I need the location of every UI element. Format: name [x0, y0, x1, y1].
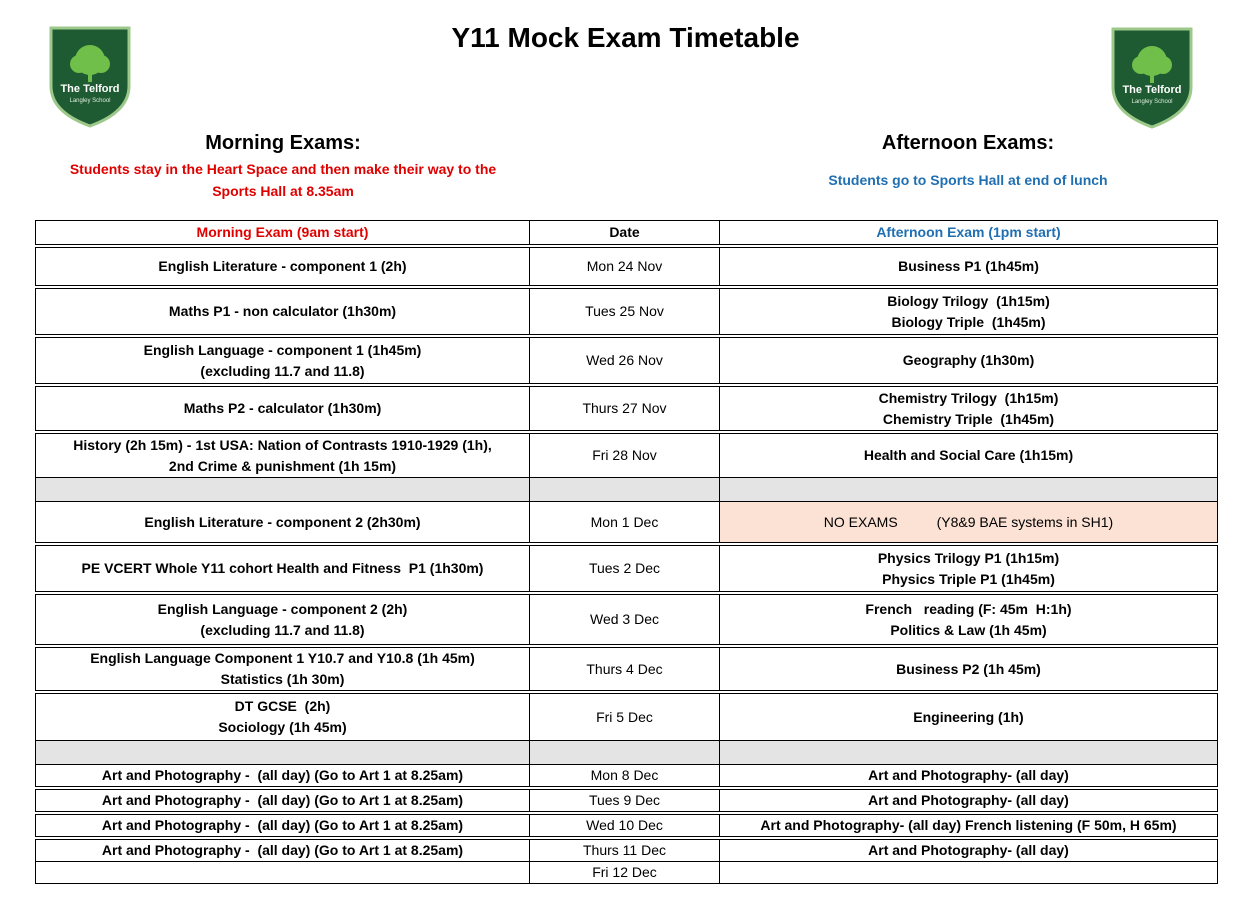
date-cell: Tues 2 Dec [530, 546, 720, 592]
morning-exam-cell-line: English Literature - component 2 (2h30m) [144, 513, 421, 530]
table-row [36, 387, 1218, 431]
table-row [36, 862, 1218, 884]
logo-line1: The Telford [1122, 84, 1182, 96]
afternoon-exam-cell-line: Biology Triple (1h45m) [891, 313, 1046, 330]
morning-exam-cell-line: 2nd Crime & punishment (1h 15m) [168, 457, 397, 474]
morning-exam-cell [36, 502, 530, 543]
separator-cell [720, 478, 1218, 502]
date-cell: Thurs 27 Nov [530, 387, 720, 431]
table-row [36, 546, 1218, 592]
date-cell: Mon 1 Dec [530, 502, 720, 543]
afternoon-exam-cell [720, 862, 1218, 884]
morning-exam-cell [36, 840, 530, 862]
morning-exam-cell-line: Sociology (1h 45m) [218, 719, 347, 735]
date-cell: Fri 12 Dec [530, 862, 720, 884]
date-cell: Wed 3 Dec [530, 595, 720, 645]
morning-exam-cell [36, 595, 530, 645]
morning-exam-cell [36, 648, 530, 691]
table-row [36, 502, 1218, 543]
morning-exam-cell [36, 387, 530, 431]
afternoon-exam-cell [720, 546, 1218, 592]
afternoon-exam-cell [720, 694, 1218, 741]
afternoon-exam-cell [720, 648, 1218, 691]
table-row [36, 595, 1218, 645]
morning-exam-cell-line: DT GCSE (2h) [234, 698, 331, 714]
date-cell: Fri 28 Nov [530, 434, 720, 478]
afternoon-exam-cell-line: Art and Photography- (all day) [868, 767, 1069, 783]
morning-exam-cell [36, 248, 530, 286]
morning-exam-cell-line: Art and Photography - (all day) (Go to Art 1 at 8.25am) [101, 792, 464, 808]
separator-cell [530, 478, 720, 502]
date-cell: Tues 9 Dec [530, 790, 720, 812]
week-separator-row [36, 478, 1218, 502]
afternoon-exam-cell [720, 338, 1218, 384]
afternoon-exam-cell-line: Physics Triple P1 (1h45m) [882, 570, 1055, 587]
morning-exam-cell [36, 289, 530, 335]
date-cell: Fri 5 Dec [530, 694, 720, 741]
morning-exam-cell [36, 546, 530, 592]
afternoon-exam-cell-line: Art and Photography- (all day) French listening (F 50m, H 65m) [760, 817, 1177, 833]
afternoon-note: Students go to Sports Hall at end of lunch [828, 172, 1108, 188]
morning-exam-cell [36, 815, 530, 837]
afternoon-exam-cell [720, 387, 1218, 431]
morning-exam-cell-line: (excluding 11.7 and 11.8) [200, 362, 365, 379]
afternoon-exam-cell-line: French reading (F: 45m H:1h) [865, 600, 1072, 617]
afternoon-exam-cell [720, 595, 1218, 645]
afternoon-exam-cell-line: Health and Social Care (1h15m) [863, 447, 1074, 463]
morning-exam-cell-line: (excluding 11.7 and 11.8) [200, 621, 365, 638]
separator-cell [720, 741, 1218, 765]
date-cell: Thurs 11 Dec [530, 840, 720, 862]
afternoon-exam-cell-line: Art and Photography- (all day) [868, 792, 1069, 808]
morning-note-line1: Students stay in the Heart Space and then make their way to the [69, 161, 497, 177]
morning-exam-cell [36, 790, 530, 812]
afternoon-exam-cell [720, 765, 1218, 787]
afternoon-exam-cell-line: Geography (1h30m) [902, 352, 1035, 368]
morning-exam-cell-line: Art and Photography - (all day) (Go to Art 1 at 8.25am) [101, 817, 464, 833]
morning-exam-cell-line: Art and Photography - (all day) (Go to Art 1 at 8.25am) [101, 767, 464, 783]
afternoon-exam-cell-line: Engineering (1h) [913, 708, 1024, 725]
afternoon-exam-cell [720, 248, 1218, 286]
morning-heading: Morning Exams: [205, 132, 361, 154]
date-cell: Wed 26 Nov [530, 338, 720, 384]
afternoon-exam-cell [720, 434, 1218, 478]
morning-exam-cell-line: History (2h 15m) - 1st USA: Nation of Contrasts 1910-1929 (1h), [73, 436, 492, 453]
logo-line2: Langley School [69, 98, 111, 104]
afternoon-exam-cell [720, 815, 1218, 837]
week-separator-row [36, 741, 1218, 765]
morning-exam-cell-line: English Literature - component 1 (2h) [158, 258, 407, 274]
date-cell: Mon 24 Nov [530, 248, 720, 286]
morning-exam-cell-line: English Language Component 1 Y10.7 and Y10.8 (1h 45m) [90, 650, 475, 666]
date-cell: Tues 25 Nov [530, 289, 720, 335]
afternoon-heading: Afternoon Exams: [881, 132, 1055, 154]
morning-note-line2: Sports Hall at 8.35am [212, 183, 354, 199]
morning-exam-cell-line: Art and Photography - (all day) (Go to Art 1 at 8.25am) [101, 842, 464, 858]
afternoon-exam-cell-line: Chemistry Triple (1h45m) [882, 410, 1055, 427]
separator-cell [36, 741, 530, 765]
morning-exam-cell-line: Statistics (1h 30m) [220, 671, 345, 687]
table-row [36, 840, 1218, 862]
morning-exam-cell-line: English Language - component 1 (1h45m) [143, 341, 422, 358]
morning-exam-cell-line: English Language - component 2 (2h) [157, 600, 408, 617]
morning-exam-cell [36, 434, 530, 478]
table-row [36, 694, 1218, 741]
afternoon-exam-cell-line: Chemistry Trilogy (1h15m) [878, 389, 1059, 406]
table-row [36, 815, 1218, 837]
timetable [35, 220, 1218, 884]
date-cell: Wed 10 Dec [530, 815, 720, 837]
logo-line1: The Telford [60, 83, 120, 95]
no-exams-cell [720, 502, 1218, 543]
separator-cell [36, 478, 530, 502]
afternoon-exam-cell [720, 790, 1218, 812]
date-cell: Mon 8 Dec [530, 765, 720, 787]
date-cell: Thurs 4 Dec [530, 648, 720, 691]
table-row [36, 790, 1218, 812]
morning-note [36, 158, 530, 202]
page-title: Y11 Mock Exam Timetable [451, 22, 800, 53]
logo-line2: Langley School [1131, 99, 1173, 105]
header-row [36, 221, 1218, 245]
morning-exam-cell [36, 862, 530, 884]
header-date: Date [530, 221, 720, 245]
afternoon-exam-cell-line: Physics Trilogy P1 (1h15m) [877, 549, 1060, 566]
afternoon-exam-cell-line: NO EXAMS (Y8&9 BAE systems in SH1) [823, 513, 1114, 530]
morning-exam-cell [36, 694, 530, 741]
table-row [36, 648, 1218, 691]
separator-cell [530, 741, 720, 765]
header-afternoon: Afternoon Exam (1pm start) [720, 221, 1218, 245]
afternoon-exam-cell-line: Politics & Law (1h 45m) [890, 621, 1047, 638]
afternoon-exam-cell-line: Art and Photography- (all day) [868, 842, 1069, 858]
morning-exam-cell-line: Maths P1 - non calculator (1h30m) [168, 303, 397, 319]
afternoon-exam-cell-line: Business P1 (1h45m) [898, 258, 1039, 274]
morning-exam-cell [36, 765, 530, 787]
table-row [36, 765, 1218, 787]
table-row [36, 434, 1218, 478]
afternoon-exam-cell [720, 289, 1218, 335]
table-row [36, 289, 1218, 335]
morning-exam-cell-line: PE VCERT Whole Y11 cohort Health and Fitness P1 (1h30m) [81, 560, 484, 576]
timetable-body [36, 221, 1218, 884]
morning-exam-cell [36, 338, 530, 384]
header-morning: Morning Exam (9am start) [36, 221, 530, 245]
morning-exam-cell-line: Maths P2 - calculator (1h30m) [183, 400, 382, 416]
afternoon-exam-cell-line: Business P2 (1h 45m) [896, 660, 1041, 677]
table-row [36, 338, 1218, 384]
afternoon-exam-cell [720, 840, 1218, 862]
afternoon-exam-cell-line: Biology Trilogy (1h15m) [887, 292, 1050, 309]
table-row [36, 248, 1218, 286]
